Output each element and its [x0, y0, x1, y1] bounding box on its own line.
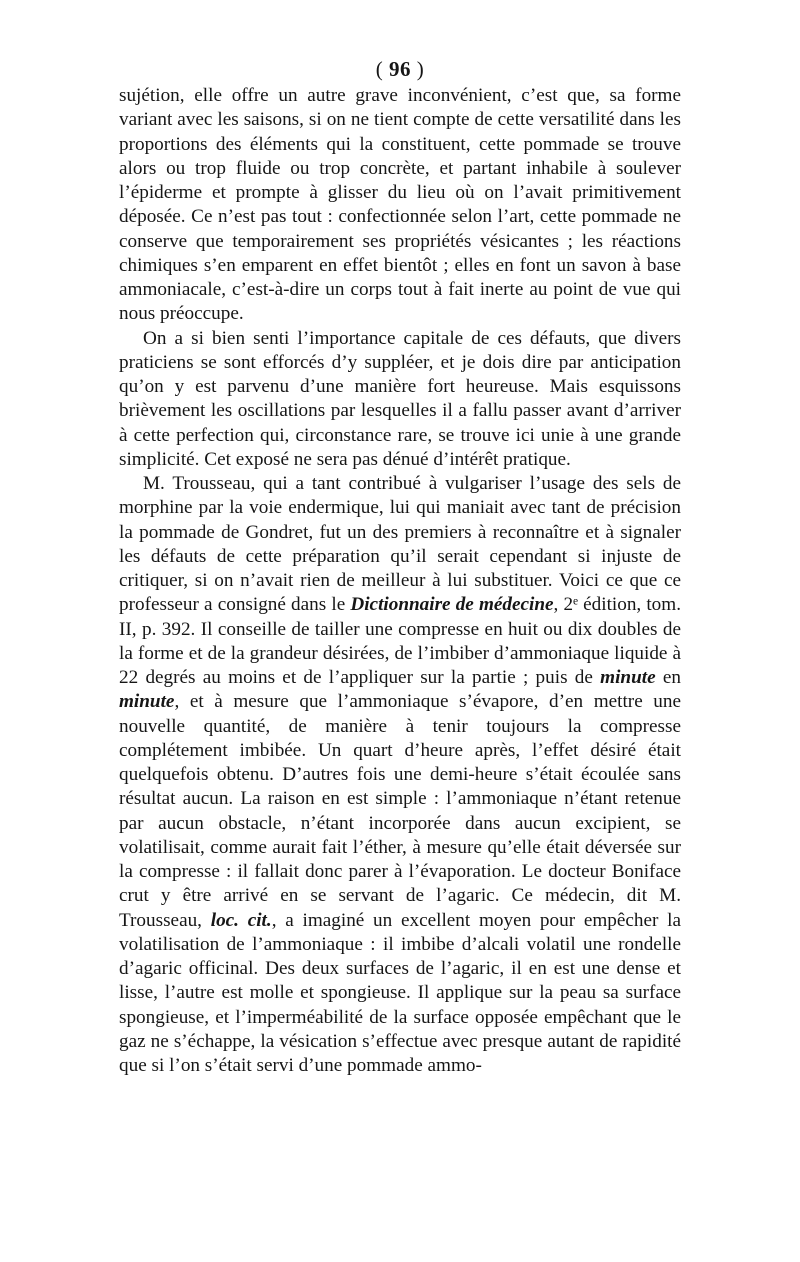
- page-number-value: 96: [389, 57, 411, 81]
- paragraph-3-part-c: en: [655, 667, 681, 688]
- paragraph-1: sujétion, elle offre un autre grave inconvénient, c’est que, sa forme variant avec les saisons, si on ne tient compte de cette versatilité dans les proportions des éléments qui la constituent, cette pommade se trouve alors ou trop fluide ou trop concrète, et partant inhabile à soulever l’épiderme et prompte à glisser du lieu où on l’avait primitivement déposée. Ce n’est pas tout : confectionnée selon l’art, cette pommade ne conserve que temporairement ses propriétés vésicantes ; les réactions chimiques s’en emparent en effet bientôt ; elles en font un savon à base ammoniacale, c’est-à-dire un corps tout à fait inerte au point de vue qui nous préoccupe.: [119, 85, 681, 325]
- page-number-open: (: [375, 57, 384, 81]
- paragraph-3: [119, 472, 681, 1078]
- minute-word-1: minute: [600, 667, 656, 688]
- loc-cit: loc. cit.: [210, 909, 272, 931]
- dictionary-title: Dictionnaire de médecine: [350, 594, 554, 616]
- body-text: [119, 84, 681, 1078]
- paragraph-3-part-d: , et à mesure que l’ammoniaque s’évapore, d’en mettre une nouvelle quantité, de manière à tenir toujours la compresse complétement imbibée. Un quart d’heure après, l’effet désiré était quelquefois obtenu. D’autres fois une demi-heure s’était écoulée sans résultat aucun. La raison en est simple : l’ammoniaque n’étant retenue par aucun obstacle, n’étant incorporée dans aucun excipient, se volatilisait, comme aurait fait l’éther, à mesure qu’elle était déversée sur la compresse : il fallait donc parer à l’évaporation. Le docteur Boniface crut y être arrivé en se servant de l’agaric. Ce médecin, dit M. Trousseau,: [119, 691, 681, 931]
- page-number: [119, 56, 681, 82]
- paragraph-3-part-a: M. Trousseau, qui a tant contribué à vulgariser l’usage des sels de morphine par la voie endermique, lui qui maniait avec tant de précision la pommade de Gondret, fut un des premiers à reconnaître et à signaler les défauts de cette préparation qu’il serait cependant si injuste de critiquer, si on n’avait rien de meilleur à lui substituer. Voici ce que ce professeur a consigné dans le: [119, 473, 681, 616]
- minute-word-2: minute: [119, 691, 175, 713]
- paragraph-3-part-b: , 2ᵉ édition, tom. II, p. 392. Il conseille de tailler une compresse en huit ou dix doubles de la forme et de la grandeur désirées, de l’imbiber d’ammoniaque liquide à 22 degrés au moins et de l’appliquer sur la partie ; puis de: [119, 594, 682, 688]
- paragraph-2: On a si bien senti l’importance capitale de ces défauts, que divers praticiens se sont efforcés d’y suppléer, et je dois dire par anticipation qu’on y est parvenu d’une manière fort heureuse. Mais esquissons brièvement les oscillations par lesquelles il a fallu passer avant d’arriver à cette perfection qui, circonstance rare, se trouve ici unie à une grande simplicité. Cet exposé ne sera pas dénué d’intérêt pratique.: [119, 327, 681, 470]
- paragraph-3-part-e: , a imaginé un excellent moyen pour empêcher la volatilisation de l’ammoniaque : il imbibe d’alcali volatil une rondelle d’agaric officinal. Des deux surfaces de l’agaric, il en est une dense et lisse, l’autre est molle et spongieuse. Il applique sur la peau sa surface spongieuse, et l’imperméabilité de la surface opposée empêchant que le gaz ne s’échappe, la vésication s’effectue avec presque autant de rapidité que si l’on s’était servi d’une pommade ammo-: [119, 909, 682, 1076]
- page-number-close: ): [416, 57, 425, 81]
- book-page: [119, 56, 681, 1078]
